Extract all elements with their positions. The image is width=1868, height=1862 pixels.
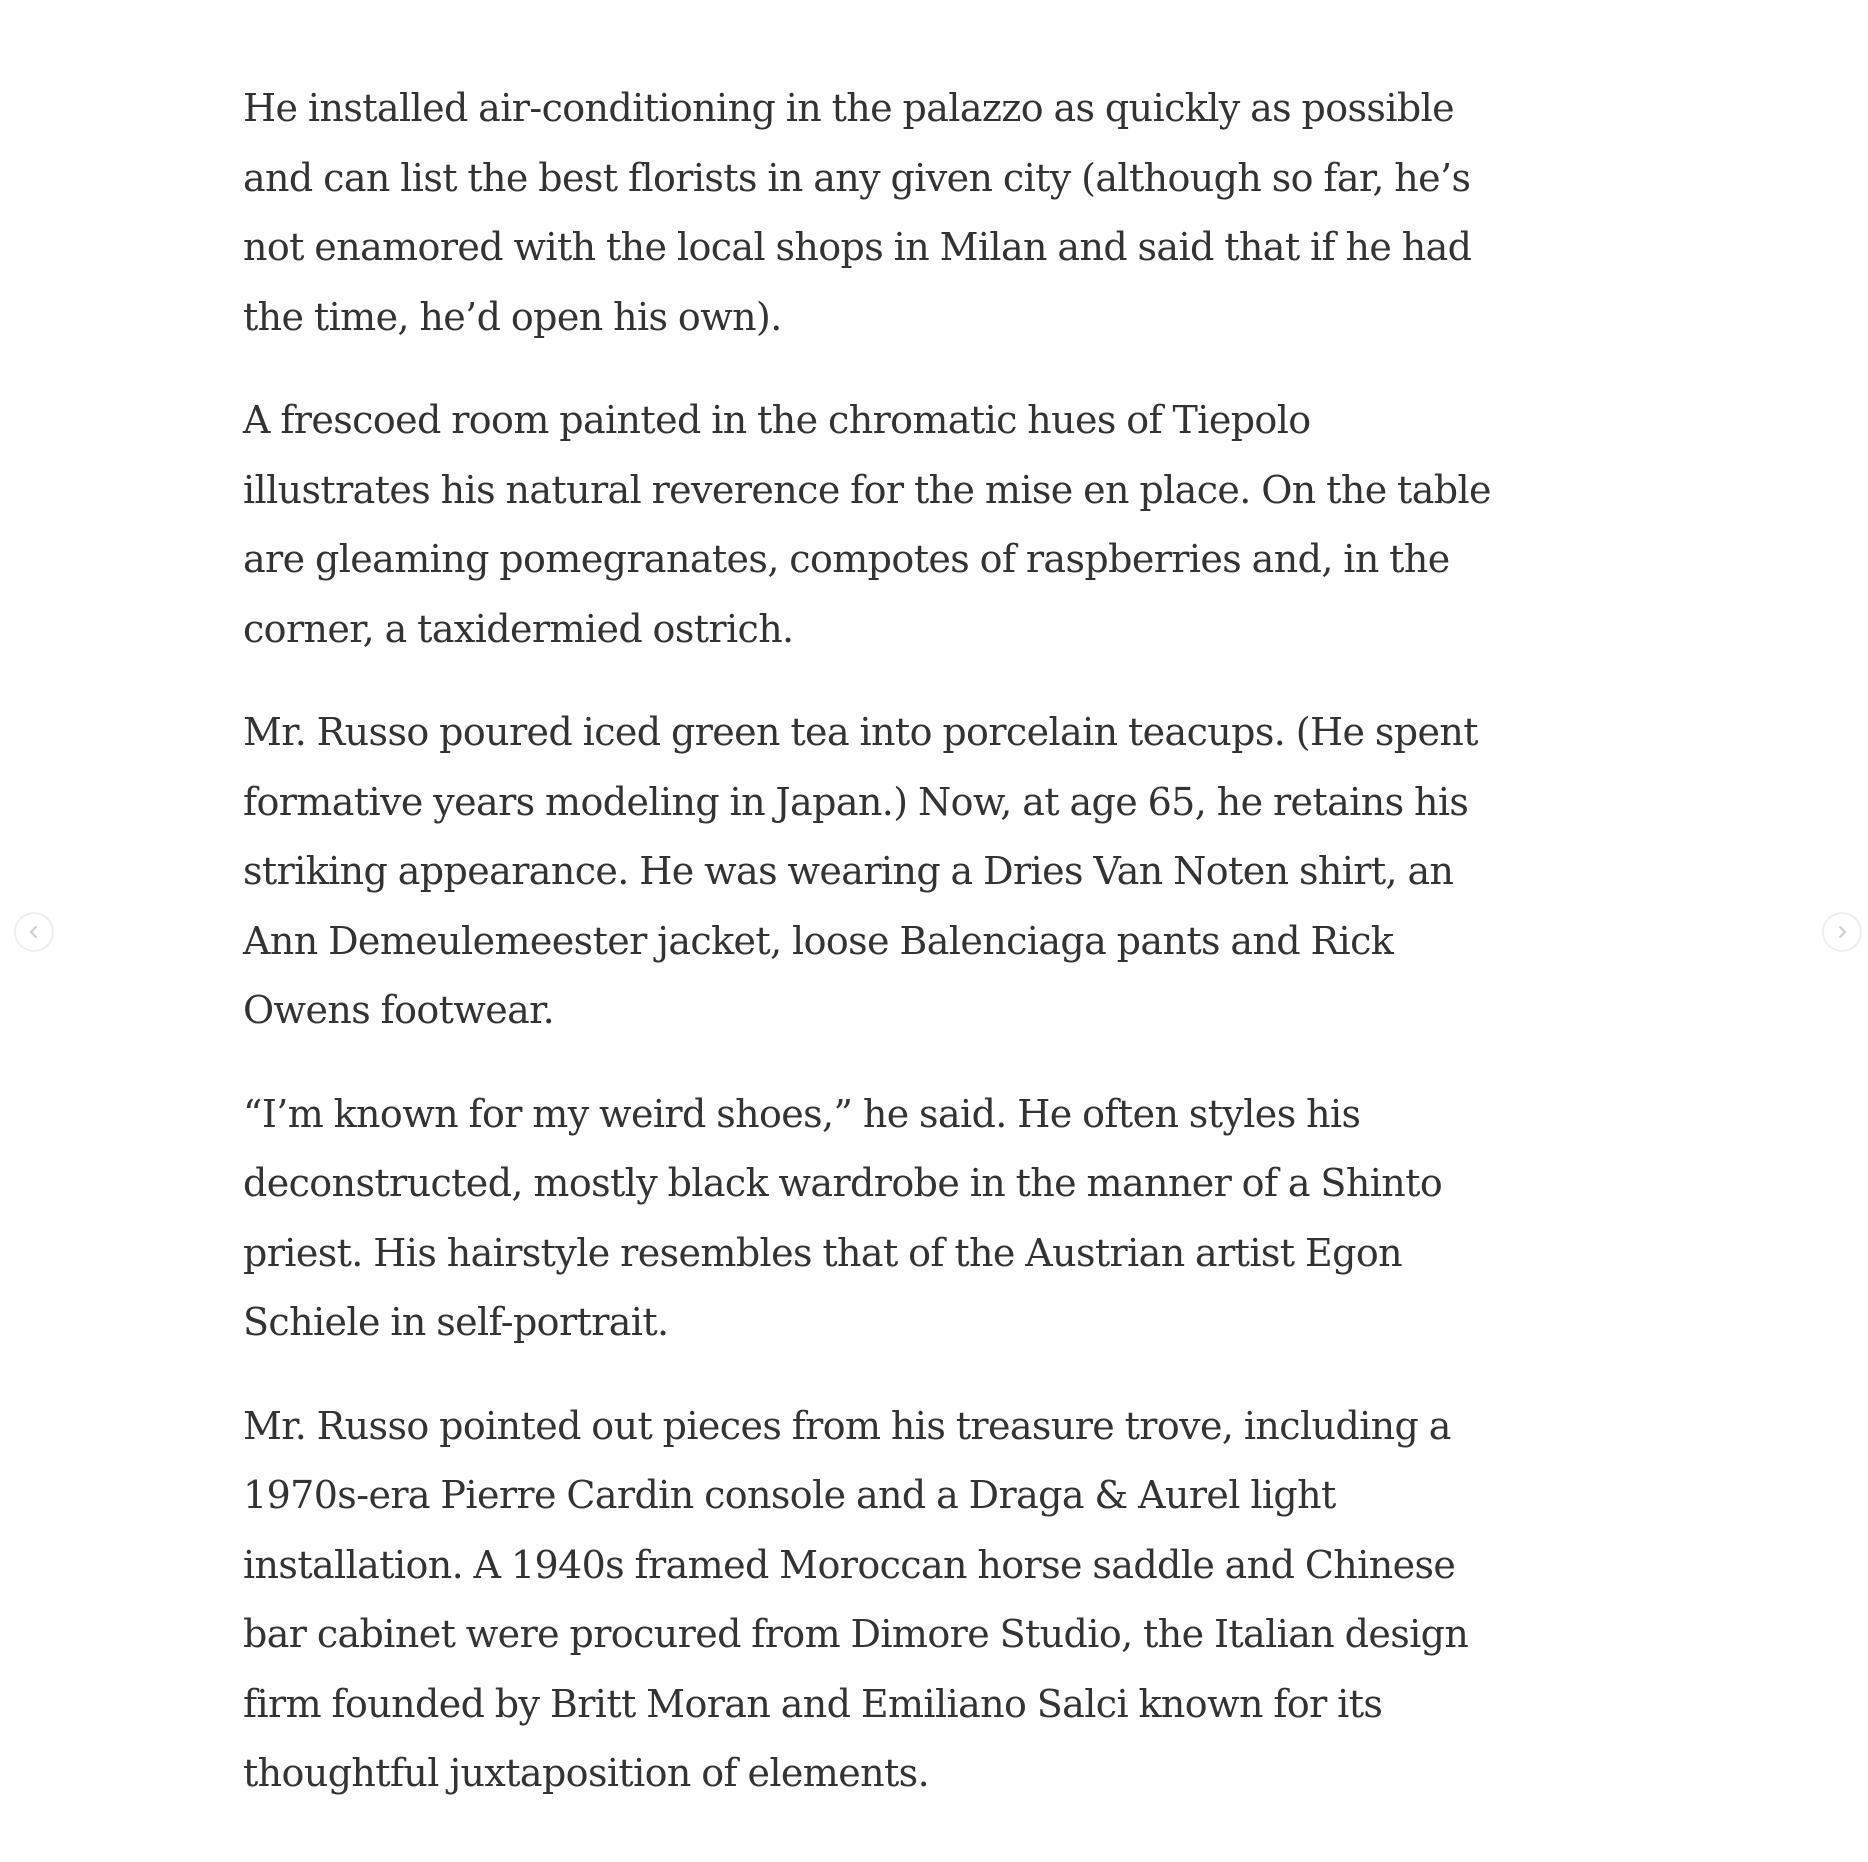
paragraph-line: illustrates his natural reverence for the mise en place. On the table (243, 467, 1491, 512)
paragraph-line: firm founded by Britt Moran and Emiliano Salci known for its (243, 1681, 1383, 1726)
paragraph-line: Mr. Russo pointed out pieces from his treasure trove, including a (243, 1403, 1451, 1448)
paragraph-line: not enamored with the local shops in Milan and said that if he had (243, 225, 1472, 269)
paragraph-line: thoughtful juxtaposition of elements. (243, 1751, 930, 1795)
article-body (243, 74, 1643, 1843)
paragraph-line: A frescoed room painted in the chromatic hues of Tiepolo (243, 398, 1311, 442)
chevron-left-icon (27, 925, 41, 939)
paragraph-line: Owens footwear. (243, 988, 555, 1032)
paragraph-line: priest. His hairstyle resembles that of the Austrian artist Egon (243, 1230, 1402, 1275)
previous-slide-button[interactable] (14, 912, 54, 952)
paragraph-line: striking appearance. He was wearing a Dries Van Noten shirt, an (243, 849, 1454, 893)
paragraph-line: the time, he’d open his own). (243, 294, 782, 339)
paragraph-line: installation. A 1940s framed Moroccan horse saddle and Chinese (243, 1542, 1456, 1587)
paragraph-5 (243, 1392, 1643, 1809)
paragraph-line: deconstructed, mostly black wardrobe in the manner of a Shinto (243, 1161, 1443, 1205)
paragraph-4 (243, 1080, 1643, 1358)
paragraph-line: “I’m known for my weird shoes,” he said. He often styles his (243, 1091, 1361, 1136)
paragraph-line: He installed air-conditioning in the palazzo as quickly as possible (243, 86, 1455, 130)
paragraph-line: 1970s-era Pierre Cardin console and a Draga & Aurel light (243, 1473, 1336, 1517)
paragraph-line: are gleaming pomegranates, compotes of raspberries and, in the (243, 537, 1450, 581)
next-slide-button[interactable] (1822, 912, 1862, 952)
paragraph-line: corner, a taxidermied ostrich. (243, 606, 794, 651)
paragraph-3 (243, 698, 1643, 1046)
paragraph-1 (243, 74, 1643, 352)
chevron-right-icon (1835, 925, 1849, 939)
paragraph-line: formative years modeling in Japan.) Now, at age 65, he retains his (243, 779, 1469, 824)
paragraph-line: bar cabinet were procured from Dimore Studio, the Italian design (243, 1612, 1469, 1656)
paragraph-line: and can list the best florists in any given city (although so far, he’s (243, 155, 1471, 200)
paragraph-line: Ann Demeulemeester jacket, loose Balenciaga pants and Rick (243, 918, 1394, 963)
paragraph-line: Schiele in self-portrait. (243, 1300, 669, 1344)
paragraph-2 (243, 386, 1643, 664)
paragraph-line: Mr. Russo poured iced green tea into porcelain teacups. (He spent (243, 710, 1478, 754)
